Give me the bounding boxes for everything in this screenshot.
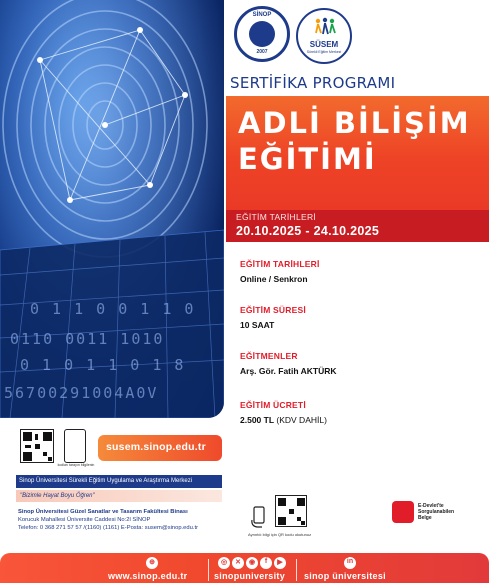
- title-banner: [226, 96, 489, 210]
- instagram-icon[interactable]: ◎: [218, 557, 230, 569]
- info-heading: EĞİTİM ÜCRETİ: [240, 400, 306, 410]
- phone-email-line: Telefon: 0 368 271 57 57 /(1160) (1161) E-Posta: susem@sinop.edu.tr: [18, 525, 199, 531]
- edevlet-logo-icon: [392, 501, 414, 523]
- qr-code-icon: [275, 495, 307, 527]
- info-value-bold: Online / Senkron: [240, 274, 308, 284]
- motto-band: "Bizimle Hayat Boyu Öğren": [16, 490, 222, 502]
- sinop-logo-text: SİNOP: [252, 12, 272, 18]
- address-block: [18, 508, 238, 532]
- hero-code-line: 56700291004A0V: [4, 384, 159, 402]
- susem-figures-icon: [312, 16, 338, 38]
- info-heading: EĞİTMENLER: [240, 351, 298, 361]
- footer-social-handle[interactable]: sinopuniversity: [214, 571, 286, 581]
- camera-icon[interactable]: ◉: [246, 557, 258, 569]
- globe-icon[interactable]: ⊕: [146, 557, 158, 569]
- qr-caption: Ayrıntılı bilgi için QR kodu okutunuz: [248, 532, 312, 537]
- contact-header: [16, 425, 222, 471]
- info-heading: EĞİTİM SÜRESİ: [240, 305, 306, 315]
- info-value: [240, 320, 306, 330]
- hero-fingerprint-image: [0, 0, 224, 418]
- susem-logo: [296, 8, 352, 64]
- footer-bar: [0, 553, 489, 583]
- info-value: [240, 366, 337, 376]
- logo-row: [226, 0, 489, 68]
- dates-label: EĞİTİM TARİHLERİ: [236, 212, 317, 222]
- footer-linkedin-link[interactable]: sinop üniversitesi: [304, 571, 386, 581]
- sinop-logo-year: 2007: [256, 49, 268, 55]
- page-title-line-1: ADLİ BİLİŞİM: [238, 106, 471, 140]
- linkedin-icon[interactable]: in: [344, 557, 356, 569]
- edevlet-line: Sorgulanabilen: [418, 509, 455, 515]
- program-label: SERTİFİKA PROGRAMI: [230, 74, 396, 92]
- footer-divider: [296, 559, 297, 581]
- address-title: Sinop Üniversitesi Güzel Sanatlar ve Tasarım Fakültesi Binası: [18, 509, 188, 515]
- edevlet-badge: [392, 501, 472, 523]
- qr-code-icon: [20, 429, 54, 463]
- info-value: [240, 415, 327, 425]
- info-heading: EĞİTİM TARİHLERİ: [240, 259, 320, 269]
- sinop-university-logo: [234, 6, 290, 62]
- website-link[interactable]: susem.sinop.edu.tr: [98, 435, 222, 461]
- dates-value: 20.10.2025 - 24.10.2025: [236, 224, 380, 238]
- info-value-rest: (KDV DAHİL): [274, 415, 327, 425]
- info-block-fee: [240, 400, 327, 425]
- dates-band: [226, 210, 489, 242]
- info-value-bold: 10 SAAT: [240, 320, 275, 330]
- susem-logo-subtitle: Sürekli Eğitim Merkezi: [306, 50, 342, 54]
- info-block-instructors: [240, 351, 337, 376]
- info-block-duration: [240, 305, 306, 330]
- phone-caption: kodları tarayın bilgilenin: [57, 463, 95, 467]
- info-value: [240, 274, 320, 284]
- youtube-icon[interactable]: ▶: [274, 557, 286, 569]
- edevlet-line: E-Devlet'te: [418, 503, 444, 509]
- edevlet-line: Belge: [418, 515, 432, 521]
- hero-code-line: 0 1 1 0 0 1 1 0: [30, 300, 196, 318]
- footer-divider: [208, 559, 209, 581]
- info-value-bold: 2.500 TL: [240, 415, 275, 425]
- hero-code-line: 0110 0011 1010: [10, 330, 165, 348]
- info-value-bold: Arş. Gör. Fatih AKTÜRK: [240, 366, 337, 376]
- info-block-mode: [240, 259, 320, 284]
- phone-scan-icon: [64, 429, 86, 463]
- page-title-line-2: EĞİTİMİ: [238, 142, 377, 176]
- footer-website-link[interactable]: www.sinop.edu.tr: [108, 571, 188, 581]
- hand-phone-icon: [250, 506, 268, 528]
- address-line: Korucuk Mahallesi Üniversite Caddesi No:2l SİNOP: [18, 517, 151, 523]
- susem-logo-name: SÜSEM: [309, 40, 339, 49]
- center-name-band: Sinop Üniversitesi Sürekli Eğitim Uygulama ve Araştırma Merkezi: [16, 475, 222, 488]
- x-icon[interactable]: ✕: [232, 557, 244, 569]
- facebook-icon[interactable]: f: [260, 557, 272, 569]
- hero-code-line: 0 1 0 1 1 0 1 8: [20, 356, 186, 374]
- sinop-logo-emblem: [249, 21, 275, 47]
